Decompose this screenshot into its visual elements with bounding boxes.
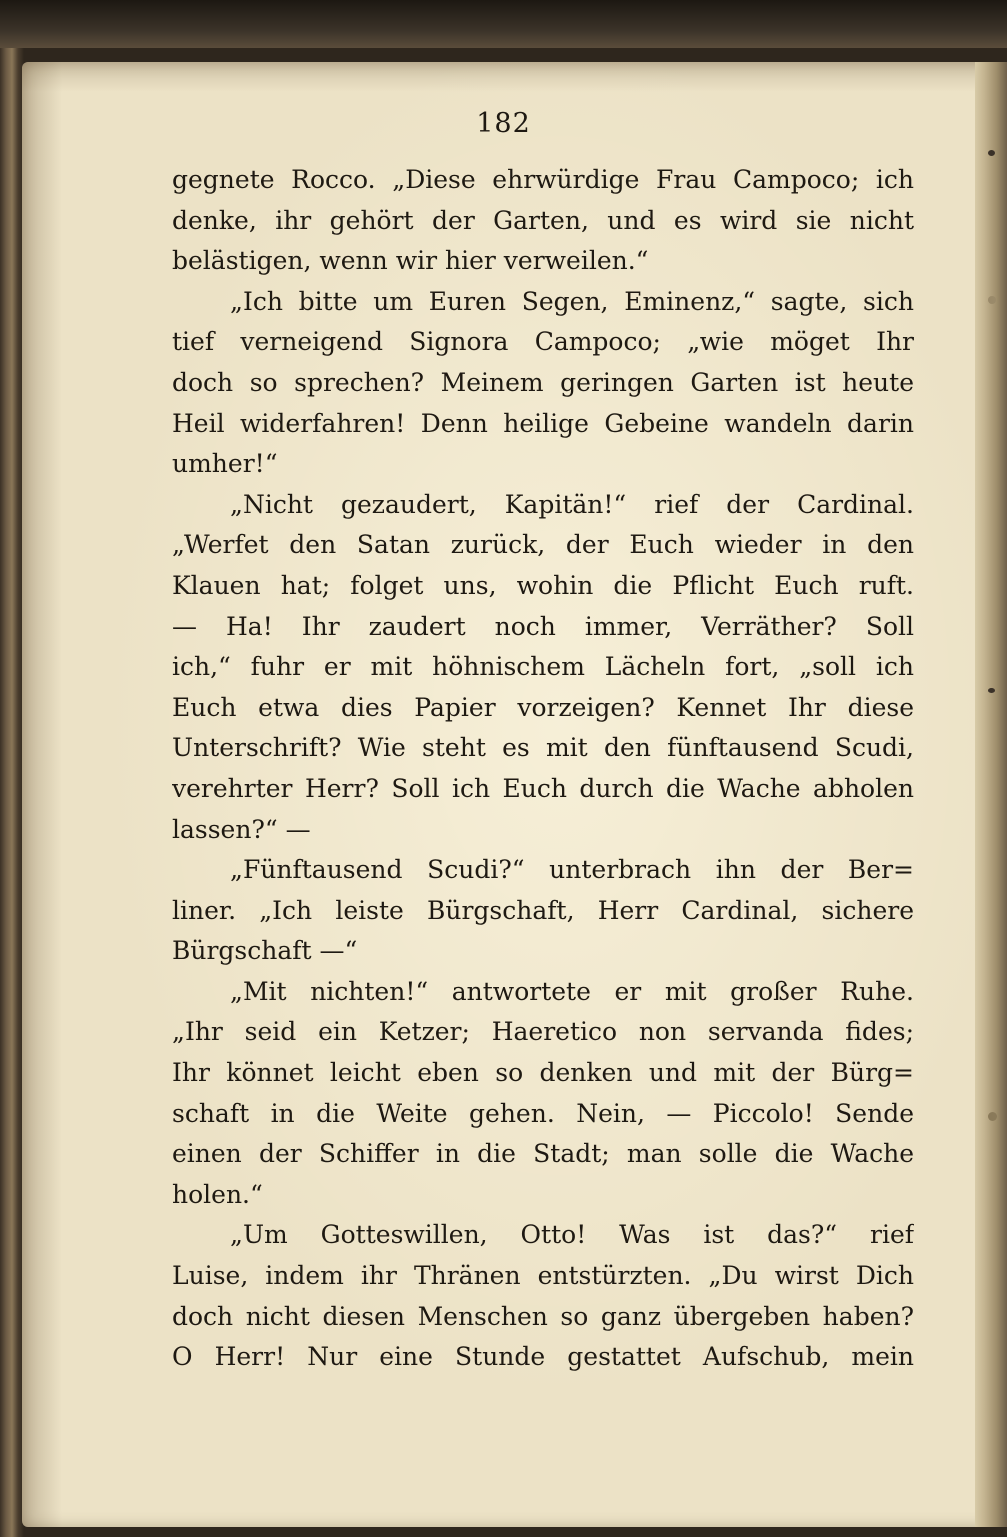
text-line: — Ha! Ihr zaudert noch immer, Verräther? Soll — [172, 611, 914, 641]
text-line: „Ihr seid ein Ketzer; Haeretico non servanda fides; — [172, 1017, 914, 1047]
text-line: einen der Schiffer in die Stadt; man solle die Wache — [172, 1139, 914, 1169]
text-line: „Mit nichten!“ antwortete er mit großer Ruhe. — [230, 976, 914, 1006]
text-line: Klauen hat; folget uns, wohin die Pflicht Euch ruft. — [172, 570, 914, 600]
text-line: gegnete Rocco. „Diese ehrwürdige Frau Campoco; ich — [172, 165, 914, 194]
text-line: „Nicht gezaudert, Kapitän!“ rief der Cardinal. — [230, 489, 914, 519]
text-line: Bürgschaft —“ — [172, 936, 358, 966]
text-line: Unterschrift? Wie steht es mit den fünftausend Scudi, — [172, 733, 914, 763]
text-line: O Herr! Nur eine Stunde gestattet Aufschub, mein — [172, 1342, 914, 1372]
text-line: liner. „Ich leiste Bürgschaft, Herr Cardinal, sichere — [172, 895, 914, 925]
text-line: ich,“ fuhr er mit höhnischem Lächeln fort, „soll ich — [172, 652, 914, 682]
page-text — [172, 160, 914, 1378]
text-line: lassen?“ — — [172, 814, 311, 844]
text-line: belästigen, wenn wir hier verweilen.“ — [172, 246, 649, 276]
text-line: „Um Gotteswillen, Otto! Was ist das?“ rief — [230, 1220, 914, 1250]
text-line: „Ich bitte um Euren Segen, Eminenz,“ sagte, sich — [230, 286, 914, 316]
text-line: „Werfet den Satan zurück, der Euch wieder in den — [172, 530, 914, 560]
text-line: schaft in die Weite gehen. Nein, — Piccolo! Sende — [172, 1098, 914, 1128]
text-line: tief verneigend Signora Campoco; „wie möget Ihr — [172, 327, 914, 357]
paper-speck — [988, 1112, 997, 1121]
page-stack-edge — [975, 62, 1007, 1527]
text-line: umher!“ — [172, 449, 278, 479]
text-line: doch nicht diesen Menschen so ganz übergeben haben? — [172, 1301, 914, 1331]
text-line: denke, ihr gehört der Garten, und es wird sie nicht — [172, 205, 914, 235]
text-line: Euch etwa dies Papier vorzeigen? Kennet Ihr diese — [172, 692, 914, 722]
book-cover-top — [0, 0, 1007, 48]
paper-speck — [988, 688, 995, 693]
paper-speck — [988, 296, 996, 304]
text-line: doch so sprechen? Meinem geringen Garten ist heute — [172, 367, 914, 397]
text-line: holen.“ — [172, 1179, 263, 1209]
text-line: „Fünftausend Scudi?“ unterbrach ihn der Ber= — [230, 855, 914, 885]
paper-speck — [988, 150, 995, 156]
text-line: Heil widerfahren! Denn heilige Gebeine wandeln darin — [172, 408, 914, 438]
text-line: Luise, indem ihr Thränen entstürzten. „Du wirst Dich — [172, 1261, 914, 1291]
text-line: verehrter Herr? Soll ich Euch durch die Wache abholen — [172, 773, 914, 803]
page-number: 182 — [476, 108, 531, 139]
text-line: Ihr könnet leicht eben so denken und mit der Bürg= — [172, 1058, 914, 1088]
